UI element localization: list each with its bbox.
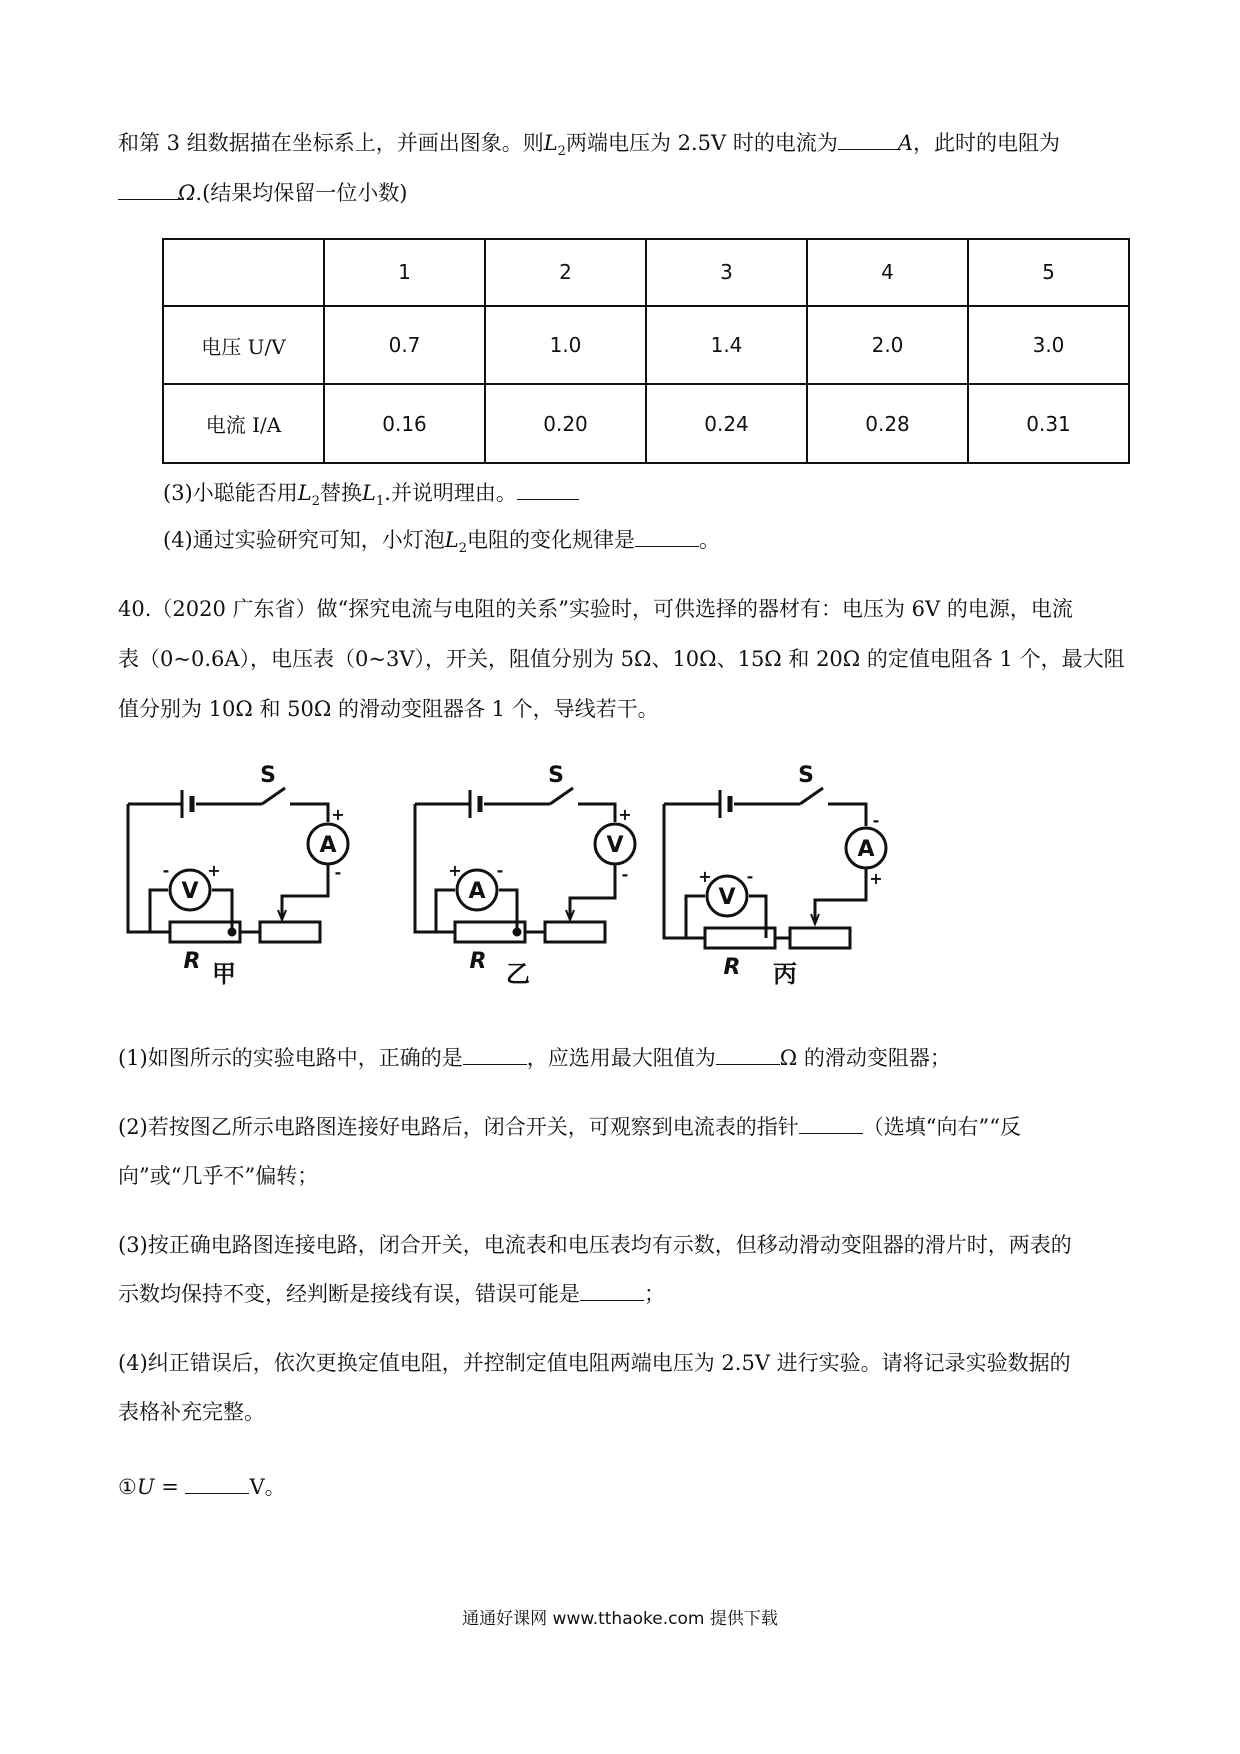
switch-label: S (548, 763, 564, 788)
table-row (163, 384, 1129, 463)
table-row (163, 306, 1129, 385)
table-cell: 0.24 (646, 384, 807, 463)
table-cell: 1.4 (646, 306, 807, 385)
table-row (163, 239, 1129, 306)
circuit-label-jia: 甲 (212, 960, 236, 988)
minus-sign: - (334, 863, 342, 882)
switch-label: S (260, 763, 276, 788)
circuit-bing (664, 788, 886, 948)
table-cell: 0.16 (324, 384, 485, 463)
resistor-label: R (183, 949, 201, 974)
table-cell: 0.20 (485, 384, 646, 463)
answer-blank (517, 481, 579, 500)
circuit-label-bing: 丙 (773, 960, 797, 988)
ammeter-symbol: A (857, 837, 875, 862)
q40-part1: (1)如图所示的实验电路中，正确的是 ，应选用最大阻值为 Ω 的滑动变阻器； (118, 1046, 951, 1070)
table-cell: 1 (324, 239, 485, 306)
answer-blank (185, 1475, 249, 1494)
q39-line2: Ω.(结果均保留一位小数) (118, 180, 407, 206)
q40-intro-line2: 表（0~0.6A），电压表（0~3V），开关，阻值分别为 5Ω、10Ω、15Ω 和 20Ω 的定值电阻各 1 个，最大阻 (118, 647, 1125, 671)
voltmeter-symbol: V (718, 885, 736, 910)
table-cell: 0.31 (968, 384, 1129, 463)
table-cell: 5 (968, 239, 1129, 306)
answer-blank (635, 528, 699, 547)
page-footer: 通通好课网 www.tthaoke.com 提供下载 (462, 1609, 778, 1629)
q40-part4-item1: ①U = V。 (118, 1475, 286, 1499)
plus-sign: + (207, 861, 221, 880)
switch-label: S (798, 763, 814, 788)
q40-part4: (4)纠正错误后，依次更换定值电阻，并控制定值电阻两端电压为 2.5V 进行实验。请将记录实验数据的 (118, 1351, 1071, 1375)
q39-sub4: (4)通过实验研究可知，小灯泡$L_2$电阻的变化规律是 。 (163, 528, 720, 557)
q40-intro-line3: 值分别为 10Ω 和 50Ω 的滑动变阻器各 1 个，导线若干。 (118, 697, 659, 721)
q40-part3-cont: 示数均保持不变，经判断是接线有误，错误可能是 ； (118, 1282, 665, 1306)
answer-blank (799, 1115, 863, 1134)
voltmeter-symbol: V (606, 833, 624, 858)
data-table (162, 238, 1130, 464)
table-cell: 0.28 (807, 384, 968, 463)
table-cell: 1.0 (485, 306, 646, 385)
answer-blank (716, 1046, 780, 1065)
q39-line1: 和第 3 组数据描在坐标系上，并画出图象。则$L_2$两端电压为 2.5V 时的电流为 A，此时的电阻为 (118, 131, 1061, 160)
resistor-label: R (469, 949, 487, 974)
table-cell: 3.0 (968, 306, 1129, 385)
q40-intro-line1: 40.（2020 广东省）做“探究电流与电阻的关系”实验时，可供选择的器材有：电压为 6V 的电源，电流 (118, 597, 1073, 621)
table-cell: 2 (485, 239, 646, 306)
answer-blank (118, 181, 178, 200)
answer-blank (838, 131, 898, 150)
circuit-label-yi: 乙 (506, 960, 530, 988)
plus-sign: + (618, 805, 632, 824)
ammeter-symbol: A (319, 833, 337, 858)
plus-sign: + (448, 861, 462, 880)
answer-blank (580, 1282, 644, 1301)
table-row-label: 电压 U/V (163, 306, 324, 385)
table-cell: 4 (807, 239, 968, 306)
table-cell: 0.7 (324, 306, 485, 385)
minus-sign: - (162, 861, 170, 880)
resistor-label: R (723, 955, 741, 980)
table-cell: 3 (646, 239, 807, 306)
plus-sign: + (698, 867, 712, 886)
q40-part2-cont: 向”或“几乎不”偏转； (118, 1164, 319, 1188)
q40-part2: (2)若按图乙所示电路图连接好电路后，闭合开关，可观察到电流表的指针 （选填“向右”“反 (118, 1115, 1021, 1139)
circuit-diagrams (0, 760, 1240, 1000)
plus-sign: + (331, 805, 345, 824)
q39-sub3: (3)小聪能否用$L_2$替换$L_1$.并说明理由。 (163, 480, 579, 515)
answer-blank (463, 1046, 527, 1065)
q40-part3: (3)按正确电路图连接电路，闭合开关，电流表和电压表均有示数，但移动滑动变阻器的滑片时，两表的 (118, 1233, 1072, 1257)
ammeter-symbol: A (468, 879, 486, 904)
plus-sign: + (869, 869, 883, 888)
table-cell (163, 239, 324, 306)
table-row-label: 电流 I/A (163, 384, 324, 463)
minus-sign: - (621, 865, 629, 884)
minus-sign: - (872, 811, 880, 830)
circuit-jia (128, 788, 348, 942)
table-cell: 2.0 (807, 306, 968, 385)
minus-sign: - (746, 867, 754, 886)
voltmeter-symbol: V (181, 879, 199, 904)
minus-sign: - (496, 861, 504, 880)
q40-part4-cont: 表格补充完整。 (118, 1400, 265, 1424)
